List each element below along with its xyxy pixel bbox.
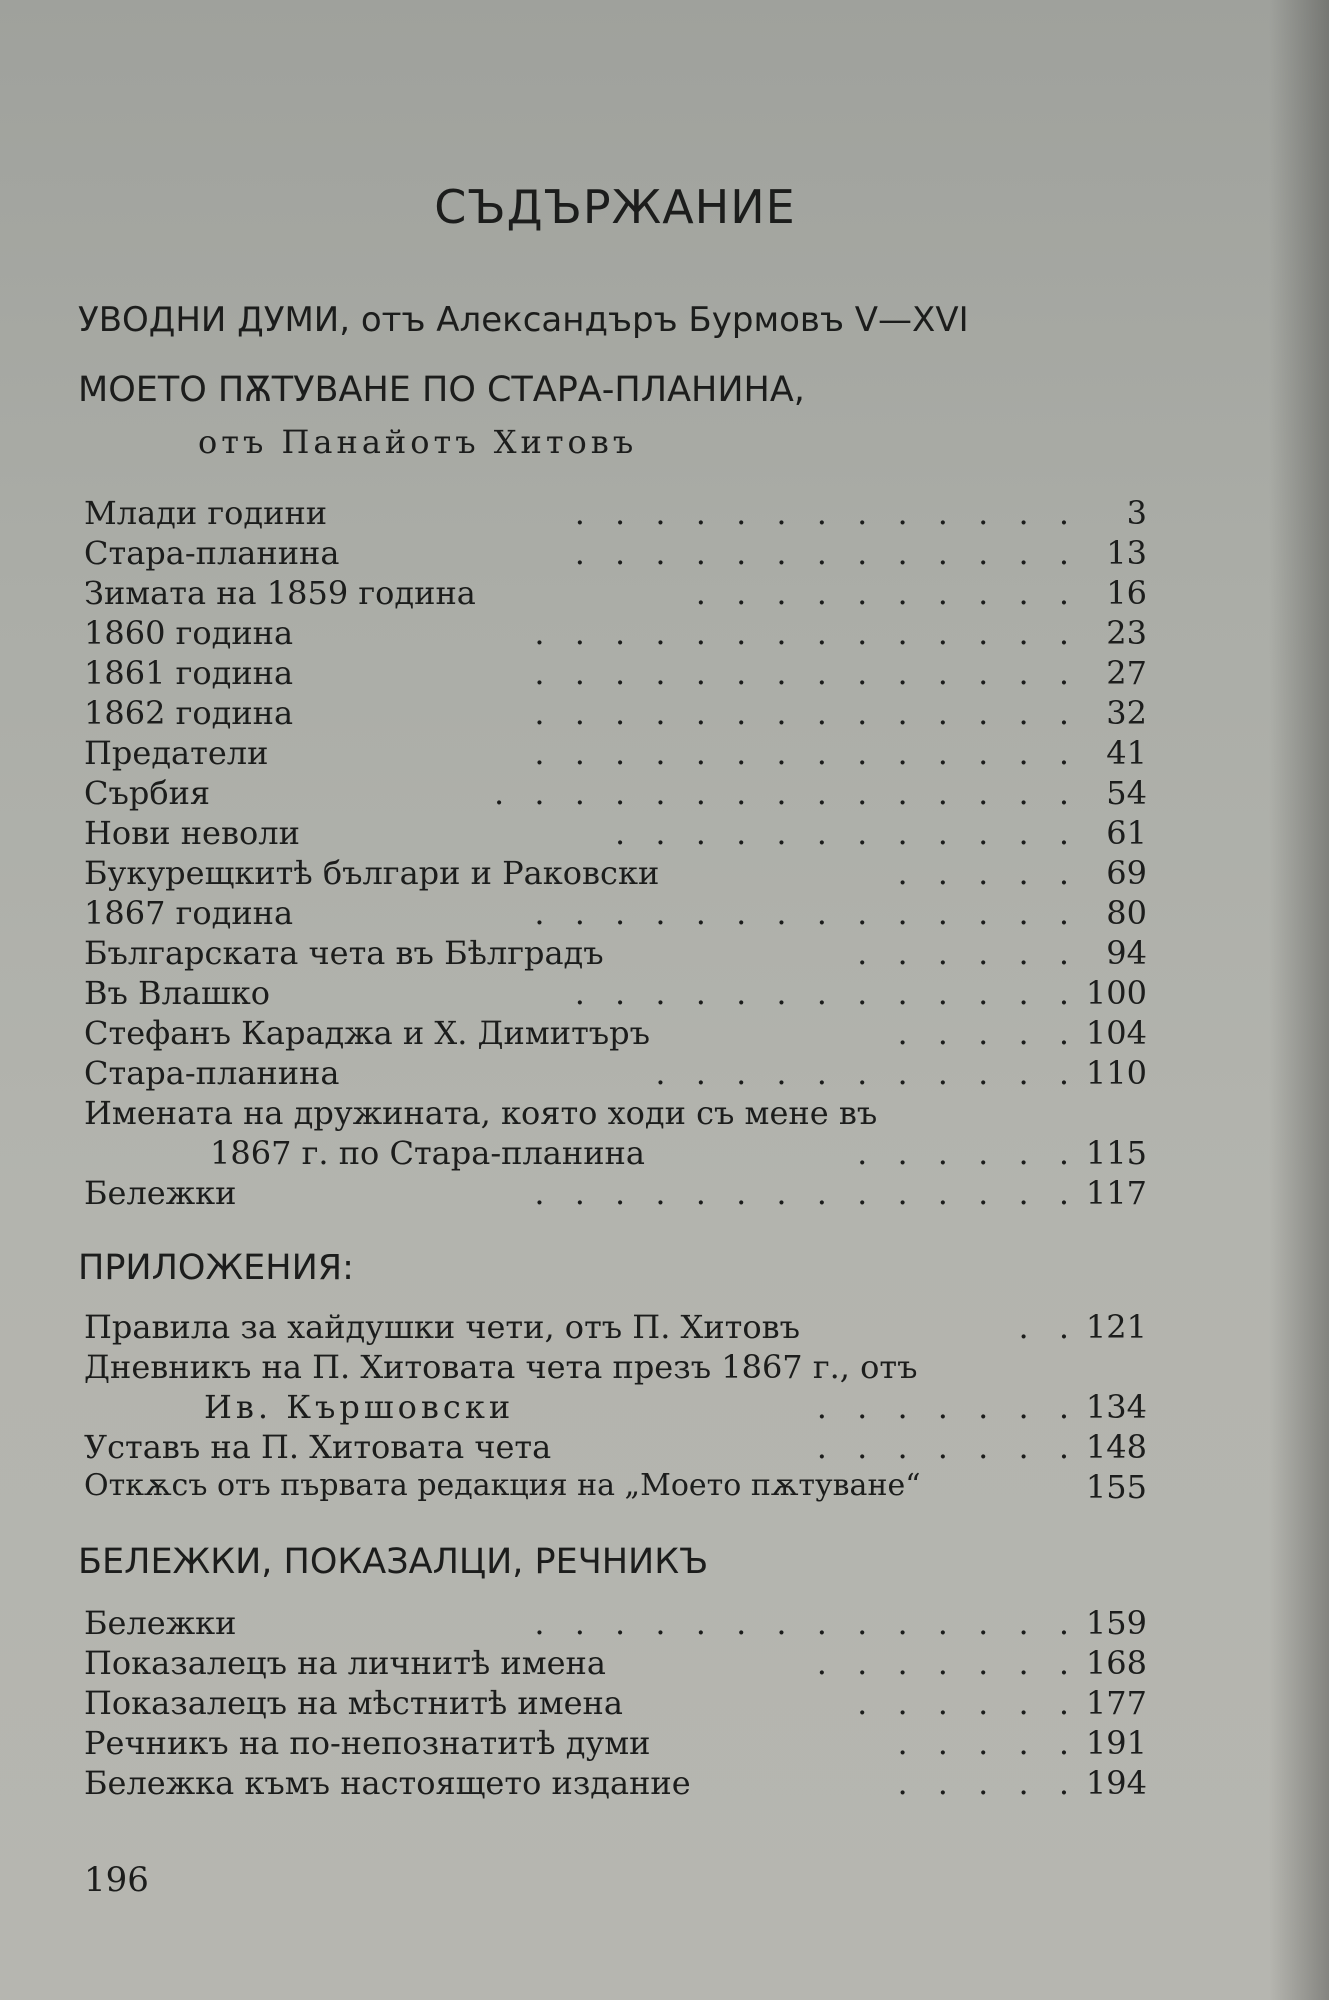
toc-entry-page: 3 — [1126, 494, 1147, 532]
toc-entry — [84, 814, 1147, 854]
toc-entry — [84, 1174, 1147, 1214]
toc-entry-page: 61 — [1106, 814, 1147, 852]
leader-dots: . . . . . . . . . . . . — [615, 814, 1069, 852]
leader-dots: . . . . . . . . . . . . . . — [534, 1604, 1069, 1642]
toc-entry-page: 54 — [1106, 774, 1147, 812]
toc-entry-label: Речникъ на по-непознатитѣ думи — [84, 1724, 651, 1762]
leader-dots: . . . . . . . . . . . . . . — [534, 694, 1069, 732]
toc-entry — [84, 534, 1147, 574]
toc-entry-label: Предатели — [84, 734, 269, 772]
leader-dots: . . . . . — [897, 854, 1069, 892]
leader-dots: . . . . . . . — [816, 1428, 1069, 1466]
part1-heading: МОЕТО ПѪТУВАНЕ ПО СТАРА-ПЛАНИНА, — [78, 370, 805, 410]
leader-dots: . . . . . . . . . . — [695, 574, 1069, 612]
toc-entry — [84, 654, 1147, 694]
leader-dots: . . . . . . . . . . . . . . — [534, 614, 1069, 652]
toc-entry-page: 115 — [1085, 1134, 1147, 1172]
leader-dots: . . . . . . . — [816, 1644, 1069, 1682]
toc-entry-label: Букурещкитѣ българи и Раковски — [84, 854, 660, 892]
leader-dots: . . . . . . . . . . . . . . — [534, 654, 1069, 692]
toc-entry-page: 23 — [1106, 614, 1147, 652]
leader-dots: . . . . . . — [857, 1134, 1069, 1172]
leader-dots: . . . . . . . . . . . . . — [574, 974, 1069, 1012]
toc-entry — [84, 1764, 1147, 1804]
toc-entry-label: Въ Влашко — [84, 974, 270, 1012]
toc-entry — [210, 1134, 1147, 1174]
toc-entry — [84, 1308, 1147, 1348]
toc-entry — [84, 694, 1147, 734]
toc-entry — [84, 1468, 1147, 1508]
toc-entry-page: 110 — [1085, 1054, 1147, 1092]
leader-dots: . . . . . . — [857, 934, 1069, 972]
toc-entry — [84, 1348, 1147, 1388]
toc-entry-label: 1867 г. по Стара-планина — [210, 1134, 645, 1172]
toc-entry-label: Правила за хайдушки чети, отъ П. Хитовъ — [84, 1308, 800, 1346]
toc-entry-page: 177 — [1085, 1684, 1147, 1722]
toc-entry-label: Млади години — [84, 494, 328, 532]
leader-dots: . . . . . — [897, 1764, 1069, 1802]
toc-entry — [84, 1014, 1147, 1054]
toc-entry — [84, 1684, 1147, 1724]
toc-entry-page: 191 — [1085, 1724, 1147, 1762]
toc-entry-page: 27 — [1106, 654, 1147, 692]
toc-entry-page: 80 — [1106, 894, 1147, 932]
leader-dots: . . . . . . . . . . . . . . — [534, 734, 1069, 772]
intro-line: УВОДНИ ДУМИ, отъ Александъръ Бурмовъ V—XVI — [78, 300, 969, 340]
part1-author: отъ Панайотъ Хитовъ — [198, 423, 638, 461]
toc-entry-label: Уставъ на П. Хитовата чета — [84, 1428, 552, 1466]
toc-entry — [84, 1054, 1147, 1094]
toc-entry-page: 194 — [1085, 1764, 1147, 1802]
leader-dots: . . . . . . . — [816, 1388, 1069, 1426]
leader-dots: . . . . . . . . . . . . . . . — [494, 774, 1069, 812]
toc-entry-page: 69 — [1106, 854, 1147, 892]
part2-heading: ПРИЛОЖЕНИЯ: — [78, 1248, 354, 1288]
leader-dots: . . . . . . . . . . . — [655, 1054, 1069, 1092]
toc-entry-label: Българската чета въ Бѣлградъ — [84, 934, 604, 972]
toc-entry-label: Имената на дружината, която ходи съ мене въ — [84, 1094, 878, 1132]
toc-entry — [84, 494, 1147, 534]
leader-dots: . . — [1018, 1308, 1069, 1346]
toc-entry-label: Откѫсъ отъ първата редакция на „Моето пѫтуване“ — [84, 1468, 921, 1503]
page-title: СЪДЪРЖАНИЕ — [434, 180, 796, 234]
toc-entry-label: Дневникъ на П. Хитовата чета презъ 1867 г., отъ — [84, 1348, 918, 1386]
leader-dots: . . . . . — [897, 1724, 1069, 1762]
toc-entry-page: 32 — [1106, 694, 1147, 732]
toc-entry-page: 121 — [1085, 1308, 1147, 1346]
leader-dots: . . . . . . . . . . . . . . — [534, 1174, 1069, 1212]
toc-entry-label: Бележка къмъ настоящето издание — [84, 1764, 691, 1802]
toc-entry-label: Бележки — [84, 1604, 237, 1642]
toc-entry-page: 100 — [1085, 974, 1147, 1012]
part3-heading: БЕЛЕЖКИ, ПОКАЗАЛЦИ, РЕЧНИКЪ — [78, 1542, 709, 1582]
page-number: 196 — [84, 1860, 149, 1900]
leader-dots: . . . . . — [897, 1014, 1069, 1052]
toc-entry-page: 159 — [1085, 1604, 1147, 1642]
toc-entry-label: Показалецъ на мѣстнитѣ имена — [84, 1684, 623, 1722]
toc-entry-label: Стара-планина — [84, 1054, 340, 1092]
toc-entry-page: 148 — [1085, 1428, 1147, 1466]
toc-entry — [84, 974, 1147, 1014]
leader-dots: . . . . . . . . . . . . . . — [534, 894, 1069, 932]
page-spine-shadow — [1269, 0, 1329, 2000]
toc-entry-label: Нови неволи — [84, 814, 300, 852]
toc-entry-page: 155 — [1085, 1468, 1147, 1506]
toc-entry-label: Зимата на 1859 година — [84, 574, 476, 612]
toc-entry — [84, 734, 1147, 774]
toc-entry — [84, 1094, 1147, 1134]
toc-entry-label: Бележки — [84, 1174, 237, 1212]
toc-entry — [84, 1428, 1147, 1468]
toc-entry-page: 134 — [1085, 1388, 1147, 1426]
toc-entry-label: Стефанъ Караджа и Х. Димитъръ — [84, 1014, 650, 1052]
leader-dots: . . . . . . . . . . . . . — [574, 494, 1069, 532]
toc-entry-page: 168 — [1085, 1644, 1147, 1682]
toc-entry-label: 1860 година — [84, 614, 294, 652]
leader-dots: . . . . . . — [857, 1684, 1069, 1722]
leader-dots: . . . . . . . . . . . . . — [574, 534, 1069, 572]
toc-entry-label: 1862 година — [84, 694, 294, 732]
toc-entry-label: Ив. Кършовски — [204, 1388, 515, 1426]
toc-entry-page: 117 — [1085, 1174, 1147, 1212]
toc-entry-page: 16 — [1106, 574, 1147, 612]
toc-entry — [204, 1388, 1147, 1428]
toc-entry — [84, 934, 1147, 974]
toc-entry — [84, 1644, 1147, 1684]
toc-entry — [84, 1724, 1147, 1764]
toc-entry — [84, 614, 1147, 654]
toc-entry — [84, 574, 1147, 614]
toc-entry-page: 94 — [1106, 934, 1147, 972]
toc-entry-page: 104 — [1085, 1014, 1147, 1052]
toc-entry-label: Показалецъ на личнитѣ имена — [84, 1644, 606, 1682]
toc-entry-label: 1861 година — [84, 654, 294, 692]
toc-entry-page: 13 — [1106, 534, 1147, 572]
toc-entry-label: 1867 година — [84, 894, 294, 932]
toc-entry-page: 41 — [1106, 734, 1147, 772]
toc-entry — [84, 774, 1147, 814]
toc-entry — [84, 1604, 1147, 1644]
toc-entry — [84, 854, 1147, 894]
toc-entry — [84, 894, 1147, 934]
toc-entry-label: Стара-планина — [84, 534, 340, 572]
toc-entry-label: Сърбия — [84, 774, 211, 812]
